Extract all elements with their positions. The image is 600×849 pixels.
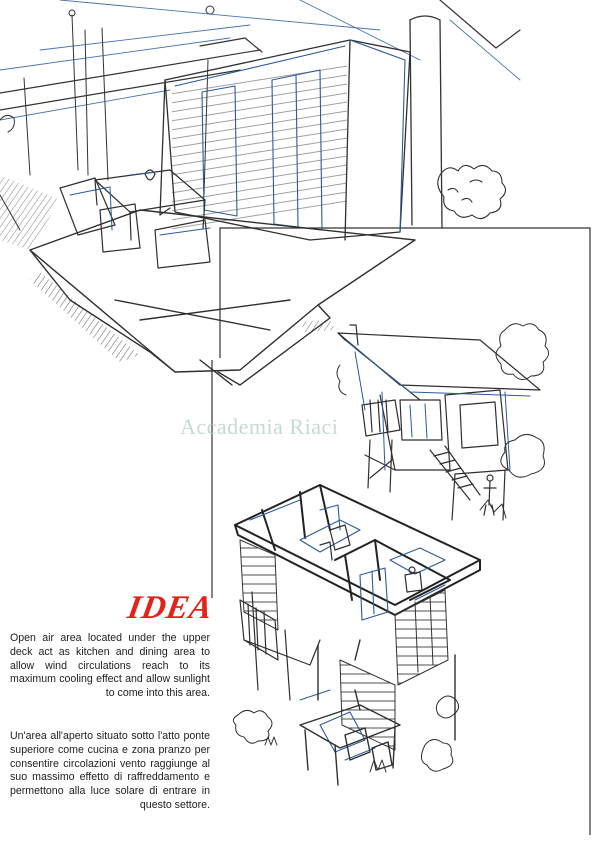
deck-perspective-sketch: [0, 0, 520, 385]
description-italian: Un'area all'aperto situato sotto l'atto ponte superiore come cucina e zona pranzo per consentire circolazioni vento raggiunge al suo massimo effetto di raffreddamento e permettono alla luce solare di entrare in questo settore.: [10, 730, 210, 811]
watermark-text: Accademia Riaci: [180, 414, 339, 439]
elevated-cabin-sketch: [337, 324, 549, 520]
isometric-exploded-sketch: [233, 485, 480, 785]
shrub-right: [438, 165, 506, 218]
idea-heading: IDEA: [124, 590, 216, 626]
description-english: Open air area located under the upper deck act as kitchen and dining area to allow wind circulations reach to its maximum cooling effect and allow sunlight to come into this area.: [10, 632, 210, 700]
shrub-middle: [337, 324, 549, 518]
